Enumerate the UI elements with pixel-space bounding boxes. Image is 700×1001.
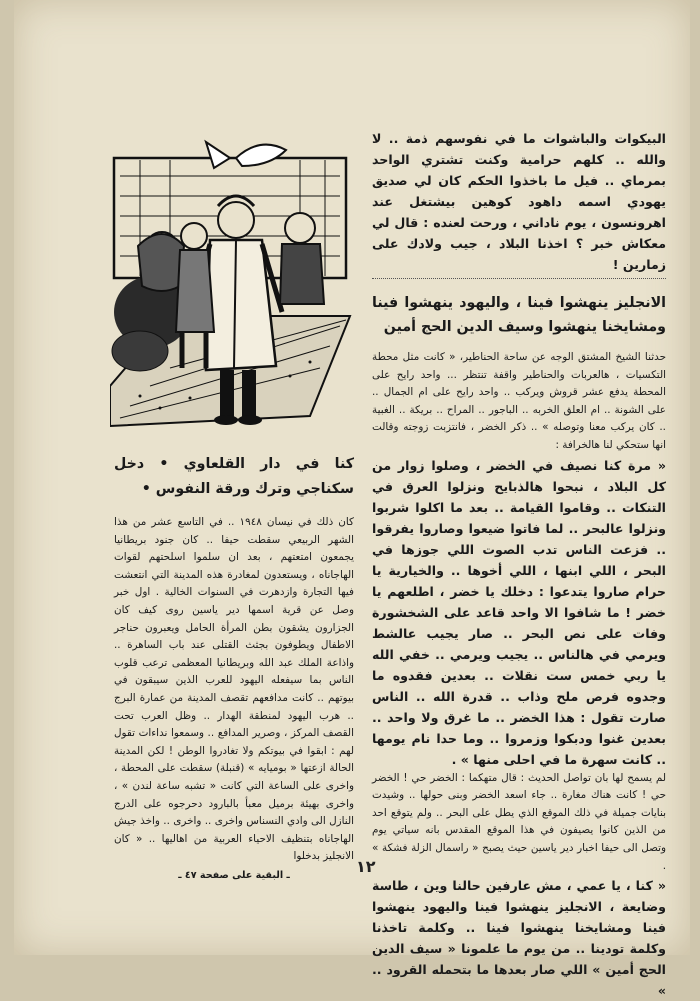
divider (372, 278, 666, 279)
body-paragraph-4: « كنا ، يا عمي ، مش عارفين حالنا وين ، طاسة وضايعة ، الانجليز ينهشوا فينا واليهود ينهشوا فينا ومشايخنا ينهشوا فينا .. وكلمة تاخذنا وكلمة تودينا .. من يوم ما علمونا « سيف الدين الحج أمين » اللي صار بعدها ما بتحمله القرود .. » (372, 878, 666, 999)
body-paragraph-1: حدثنا الشيخ المشتق الوجه عن ساحة الحناطير، « كانت مثل محطة التكسيات ، هالعربات والحناطير واقفة تنتظر ... واحد رايح على المحطة يدفع عشر قروش ويركب .. واحد رايح على ام الجمال .. على الشونة .. ام العلق الخربه .. الباجور .. المراح .. بريكة .. الغبية .. كان يركب معنا وتوصله » .. ذكر الخضر ، فانتزبت زوجته وقالت انها ستحكي لنا هالخرافة : (372, 351, 666, 451)
right-headline: الانجليز ينهشوا فينا ، واليهود ينهشوا فينا ومشايخنا ينهشوا وسيف الدين الحج أمين (372, 295, 666, 335)
right-column (372, 128, 666, 1001)
page-number: ١٢ (356, 857, 376, 876)
left-column (114, 452, 354, 881)
intro-paragraph: البيكوات والباشوات ما في نفوسهم ذمة .. لا والله .. كلهم حرامية وكنت تشتري الواحد بمرماي .. فيل ما باخذوا الحكم كان لي صديق يهودي اسمه داهود كوهين بيشتغل عند اهرونسون ، يوم ناداني ، ورحت لعنده : قال لي معكاش خبر ؟ اخذنا البلاد ، جيب ولادك على زمارين ! (372, 131, 666, 272)
body-paragraph-2: « مرة كنا نصيف في الخضر ، وصلوا زوار من كل البلاد ، نبحوا هالذبايح ونزلوا العرق في التنكات .. وقاموا القيامة .. بعد ما اكلوا شربوا ونزلوا عالبحر .. لما فاتوا ضيعوا وصاروا يفرقوا .. فزعت الناس تدب الصوت اللي جوزها في البحر ، اللي ابنها ، اللي أخوها .. والخيارية يا حرام صاروا يتدعوا : دخلك يا خضر ، اطلعهم يا خضر ! ما شافوا الا واحد قاعد على الشخشورة وفات على نص البحر .. صار يجيب عالشط ويرمي في هالناس .. يجيب ويرمي .. خفي الله يا ربي خمس ست نقلات .. بعدين فقدوه ما وجدوه فرص ملح وذاب .. قدرة الله .. الناس صارت تقول : هذا الخضر .. ما غرق ولا واحد .. بعدين غنوا ودبكوا وزمروا .. وما حدا نام يومها .. كانت سهرة ما في احلى منها » . (372, 457, 666, 767)
magazine-page (14, 0, 690, 999)
continued-note: ـ البقية على صفحة ٤٧ ـ (178, 869, 290, 881)
left-body-paragraph: كان ذلك في نيسان ١٩٤٨ .. في التاسع عشر من هذا الشهر الربيعي سقطت حيفا .. كان جنود بريطانيا يجمعون امتعتهم ، بعد ان سلموا اسلحتهم لقوات الهاجاناه ، ويستعدون لمغادرة هذه المدينة التي انتعشت فيها التجارة وازدهرت في السنوات الخالية . اول خبر وصل عن قرية اسمها دير ياسين روى كيف كان الجزارون يشقون بطن المرأة الحامل ويعبرون حناجر الاطفال ويطوفون بجثث القتلى عند باب الساهرة .. واذاعة الملك عبد الله وبريطانيا المعظمى ترعب قلوب الناس بما سيفعله اليهود للعرب الذين سيبقون في بيوتهم .. كانت مدافعهم تقصف المدينة من عمارة البرج .. هرب اليهود لمنطقة الهدار .. وظل العرب تحت القصف المركز ، وصرير المدافع .. وسمعوا نداءات تقول لهم : ابقوا في بيوتكم ولا تغادروا الوطن ! لكن المدينة الحالة ازعتها « بوميايه » (قنبلة) سقطت على المحطة ، واخرى على الساعة التي كانت « تشبه ساعة لندن » ، واخرى بهيئة برميل معبأ بالبارود دحرجوه على الدرج النازل الى وادي النسناس واخرى .. واخرى .. واخذ جيش الهاجاناه بتنظيف الاحياء العربية من اهاليها .. « كان الانجليز بدخلوا (114, 516, 355, 863)
left-headline: كنا في دار القلعاوي • دخل سكناجي وترك ورقة النفوس • (114, 456, 354, 497)
body-paragraph-3: لم يسمح لها بان تواصل الحديث : قال متهكما : الخضر حي ! الخضر حي ! كانت هناك مغارة .. جاء اسعد الخضر وبنى حولها .. وشيدت بنايات جميلة في ذلك الموقع الذي يطل على البحر .. ولم يتوقع احد من الذين كانوا يصيفون في هذا الموقع المقدس بانه سياتي يوم وتصل الى حيفا اخبار دير ياسين حيث يصبح « راسمال الزلة فشكة » . (372, 771, 666, 872)
family-figures-illustration (110, 136, 364, 446)
